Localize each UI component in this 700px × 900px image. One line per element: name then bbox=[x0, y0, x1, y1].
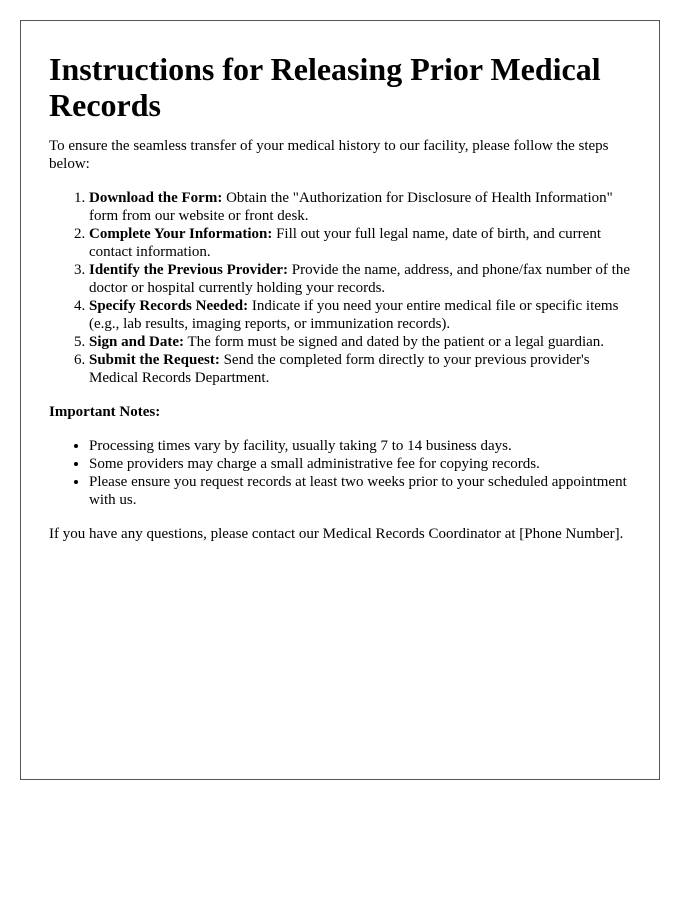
document-frame bbox=[20, 20, 660, 780]
step-lead: Identify the Previous Provider: bbox=[89, 262, 289, 278]
list-item: • Processing times vary by facility, usually taking 7 to 14 business days. bbox=[89, 437, 631, 455]
list-item bbox=[89, 261, 631, 297]
list-item bbox=[89, 297, 631, 333]
step-lead: Sign and Date: bbox=[89, 334, 185, 350]
list-item: • Some providers may charge a small administrative fee for copying records. bbox=[89, 455, 631, 473]
list-item bbox=[89, 333, 631, 351]
step-lead: Submit the Request: bbox=[89, 352, 220, 368]
list-item bbox=[89, 225, 631, 261]
step-text: Send the completed form directly to your previous provider's Medical Records Department. bbox=[89, 352, 590, 386]
intro-paragraph: To ensure the seamless transfer of your medical history to our facility, please follow the steps below: bbox=[49, 138, 609, 172]
step-lead: Download the Form: bbox=[89, 190, 223, 206]
notes-heading: Important Notes: bbox=[49, 404, 161, 420]
step-text: Indicate if you need your entire medical file or specific items (e.g., lab results, imaging reports, or immunization records). bbox=[89, 298, 619, 332]
list-item bbox=[89, 351, 631, 387]
steps-list bbox=[49, 189, 631, 387]
closing-paragraph: If you have any questions, please contact our Medical Records Coordinator at [Phone Number]. bbox=[49, 526, 624, 542]
step-text: The form must be signed and dated by the patient or a legal guardian. bbox=[184, 334, 605, 350]
list-item bbox=[89, 189, 631, 225]
list-item: • Please ensure you request records at least two weeks prior to your scheduled appointment with us. bbox=[89, 473, 631, 509]
page-title: Instructions for Releasing Prior Medical Records bbox=[49, 51, 601, 123]
step-text: Provide the name, address, and phone/fax number of the doctor or hospital currently holding your records. bbox=[89, 262, 630, 296]
step-lead: Complete Your Information: bbox=[89, 226, 273, 242]
notes-list bbox=[49, 437, 631, 509]
step-text: Fill out your full legal name, date of birth, and current contact information. bbox=[89, 226, 601, 260]
step-lead: Specify Records Needed: bbox=[89, 298, 249, 314]
step-text: Obtain the "Authorization for Disclosure of Health Information" form from our website or front desk. bbox=[89, 190, 613, 224]
